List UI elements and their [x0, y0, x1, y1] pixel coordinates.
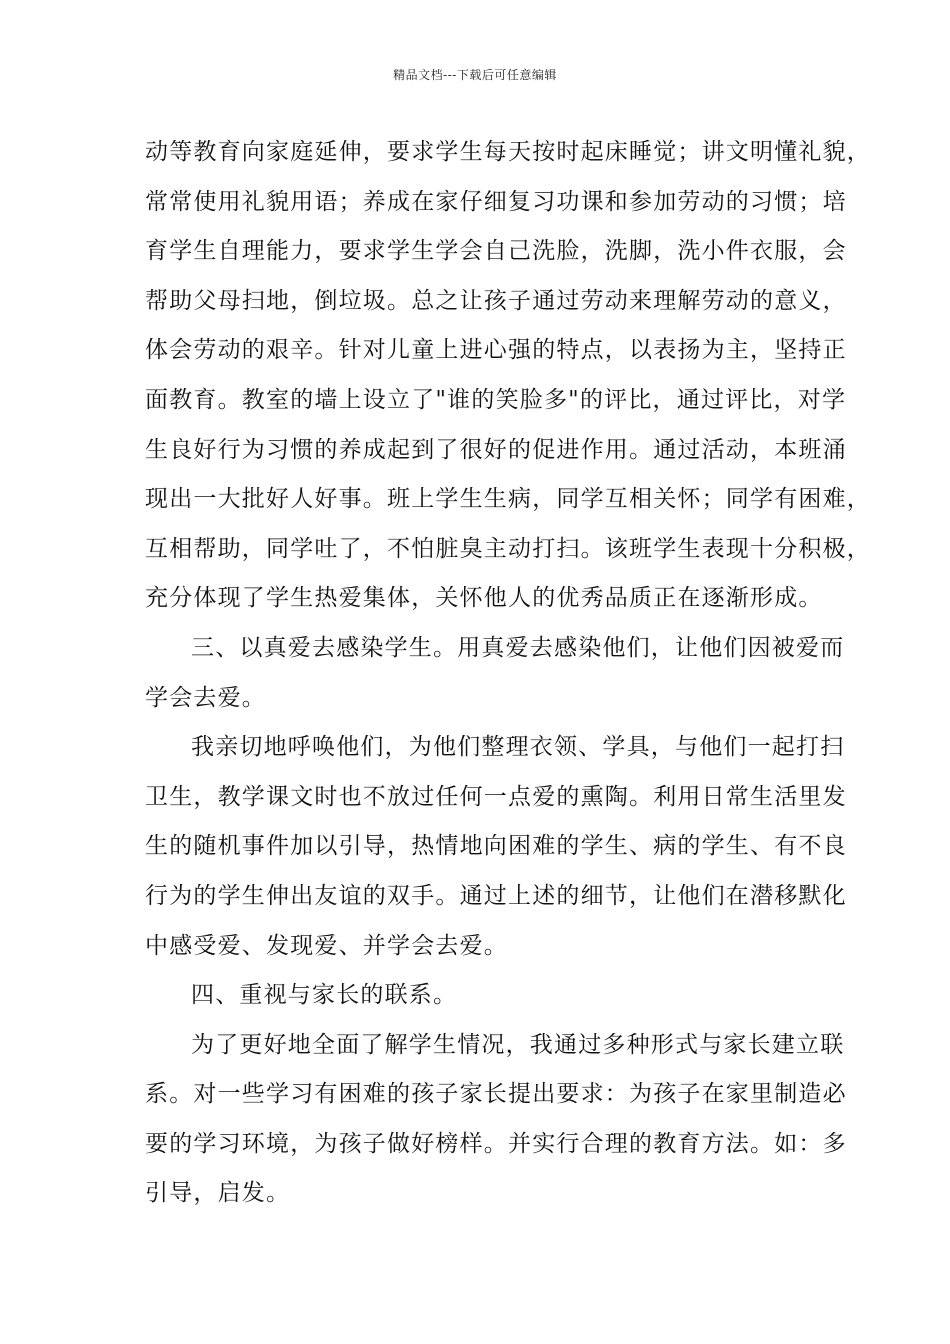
text-line: 生的随机事件加以引导，热情地向困难的学生、病的学生、有不良	[145, 833, 847, 860]
text-line: 引导，启发。	[145, 1180, 291, 1207]
text-line: 生良好行为习惯的养成起到了很好的促进作用。通过活动，本班涌	[145, 436, 847, 463]
text-line: 行为的学生伸出友谊的双手。通过上述的细节，让他们在潜移默化	[145, 882, 847, 909]
text-line: 卫生，教学课文时也不放过任何一点爱的熏陶。利用日常生活里发	[145, 783, 847, 810]
body-text	[145, 128, 871, 1219]
text-line: 学会去爱。	[145, 684, 266, 711]
text-line: 充分体现了学生热爱集体，关怀他人的优秀品质正在逐渐形成。	[145, 585, 823, 612]
text-line: 系。对一些学习有困难的孩子家长提出要求：为孩子在家里制造必	[145, 1081, 847, 1108]
text-line: 动等教育向家庭延伸，要求学生每天按时起床睡觉；讲文明懂礼貌，	[145, 139, 871, 165]
text-line: 要的学习环境，为孩子做好榜样。并实行合理的教育方法。如：多	[145, 1130, 847, 1157]
text-line: 我亲切地呼唤他们，为他们整理衣领、学具，与他们一起打扫	[191, 734, 845, 761]
page-header: 精品文档---下载后可任意编辑	[393, 68, 557, 82]
section-heading-line: 三、以真爱去感染学生。用真爱去感染他们，让他们因被爱而	[191, 634, 845, 661]
text-line: 中感受爱、发现爱、并学会去爱。	[145, 932, 508, 959]
section-heading: 四、重视与家长的联系。	[191, 982, 458, 1009]
text-line: 常常使用礼貌用语；养成在家仔细复习功课和参加劳动的习惯；培	[145, 188, 847, 215]
text-line: 体会劳动的艰辛。针对儿童上进心强的特点，以表扬为主，坚持正	[145, 337, 847, 364]
text-line: 帮助父母扫地，倒垃圾。总之让孩子通过劳动来理解劳动的意义，	[145, 287, 847, 314]
text-line: 为了更好地全面了解学生情况，我通过多种形式与家长建立联	[191, 1031, 845, 1058]
text-line: 互相帮助，同学吐了，不怕脏臭主动打扫。该班学生表现十分积极，	[145, 535, 871, 562]
text-line: 现出一大批好人好事。班上学生生病，同学互相关怀；同学有困难，	[145, 486, 871, 513]
text-line: 面教育。教室的墙上设立了"谁的笑脸多"的评比，通过评比，对学	[145, 386, 847, 413]
text-line: 育学生自理能力，要求学生学会自己洗脸，洗脚，洗小件衣服，会	[145, 238, 847, 265]
